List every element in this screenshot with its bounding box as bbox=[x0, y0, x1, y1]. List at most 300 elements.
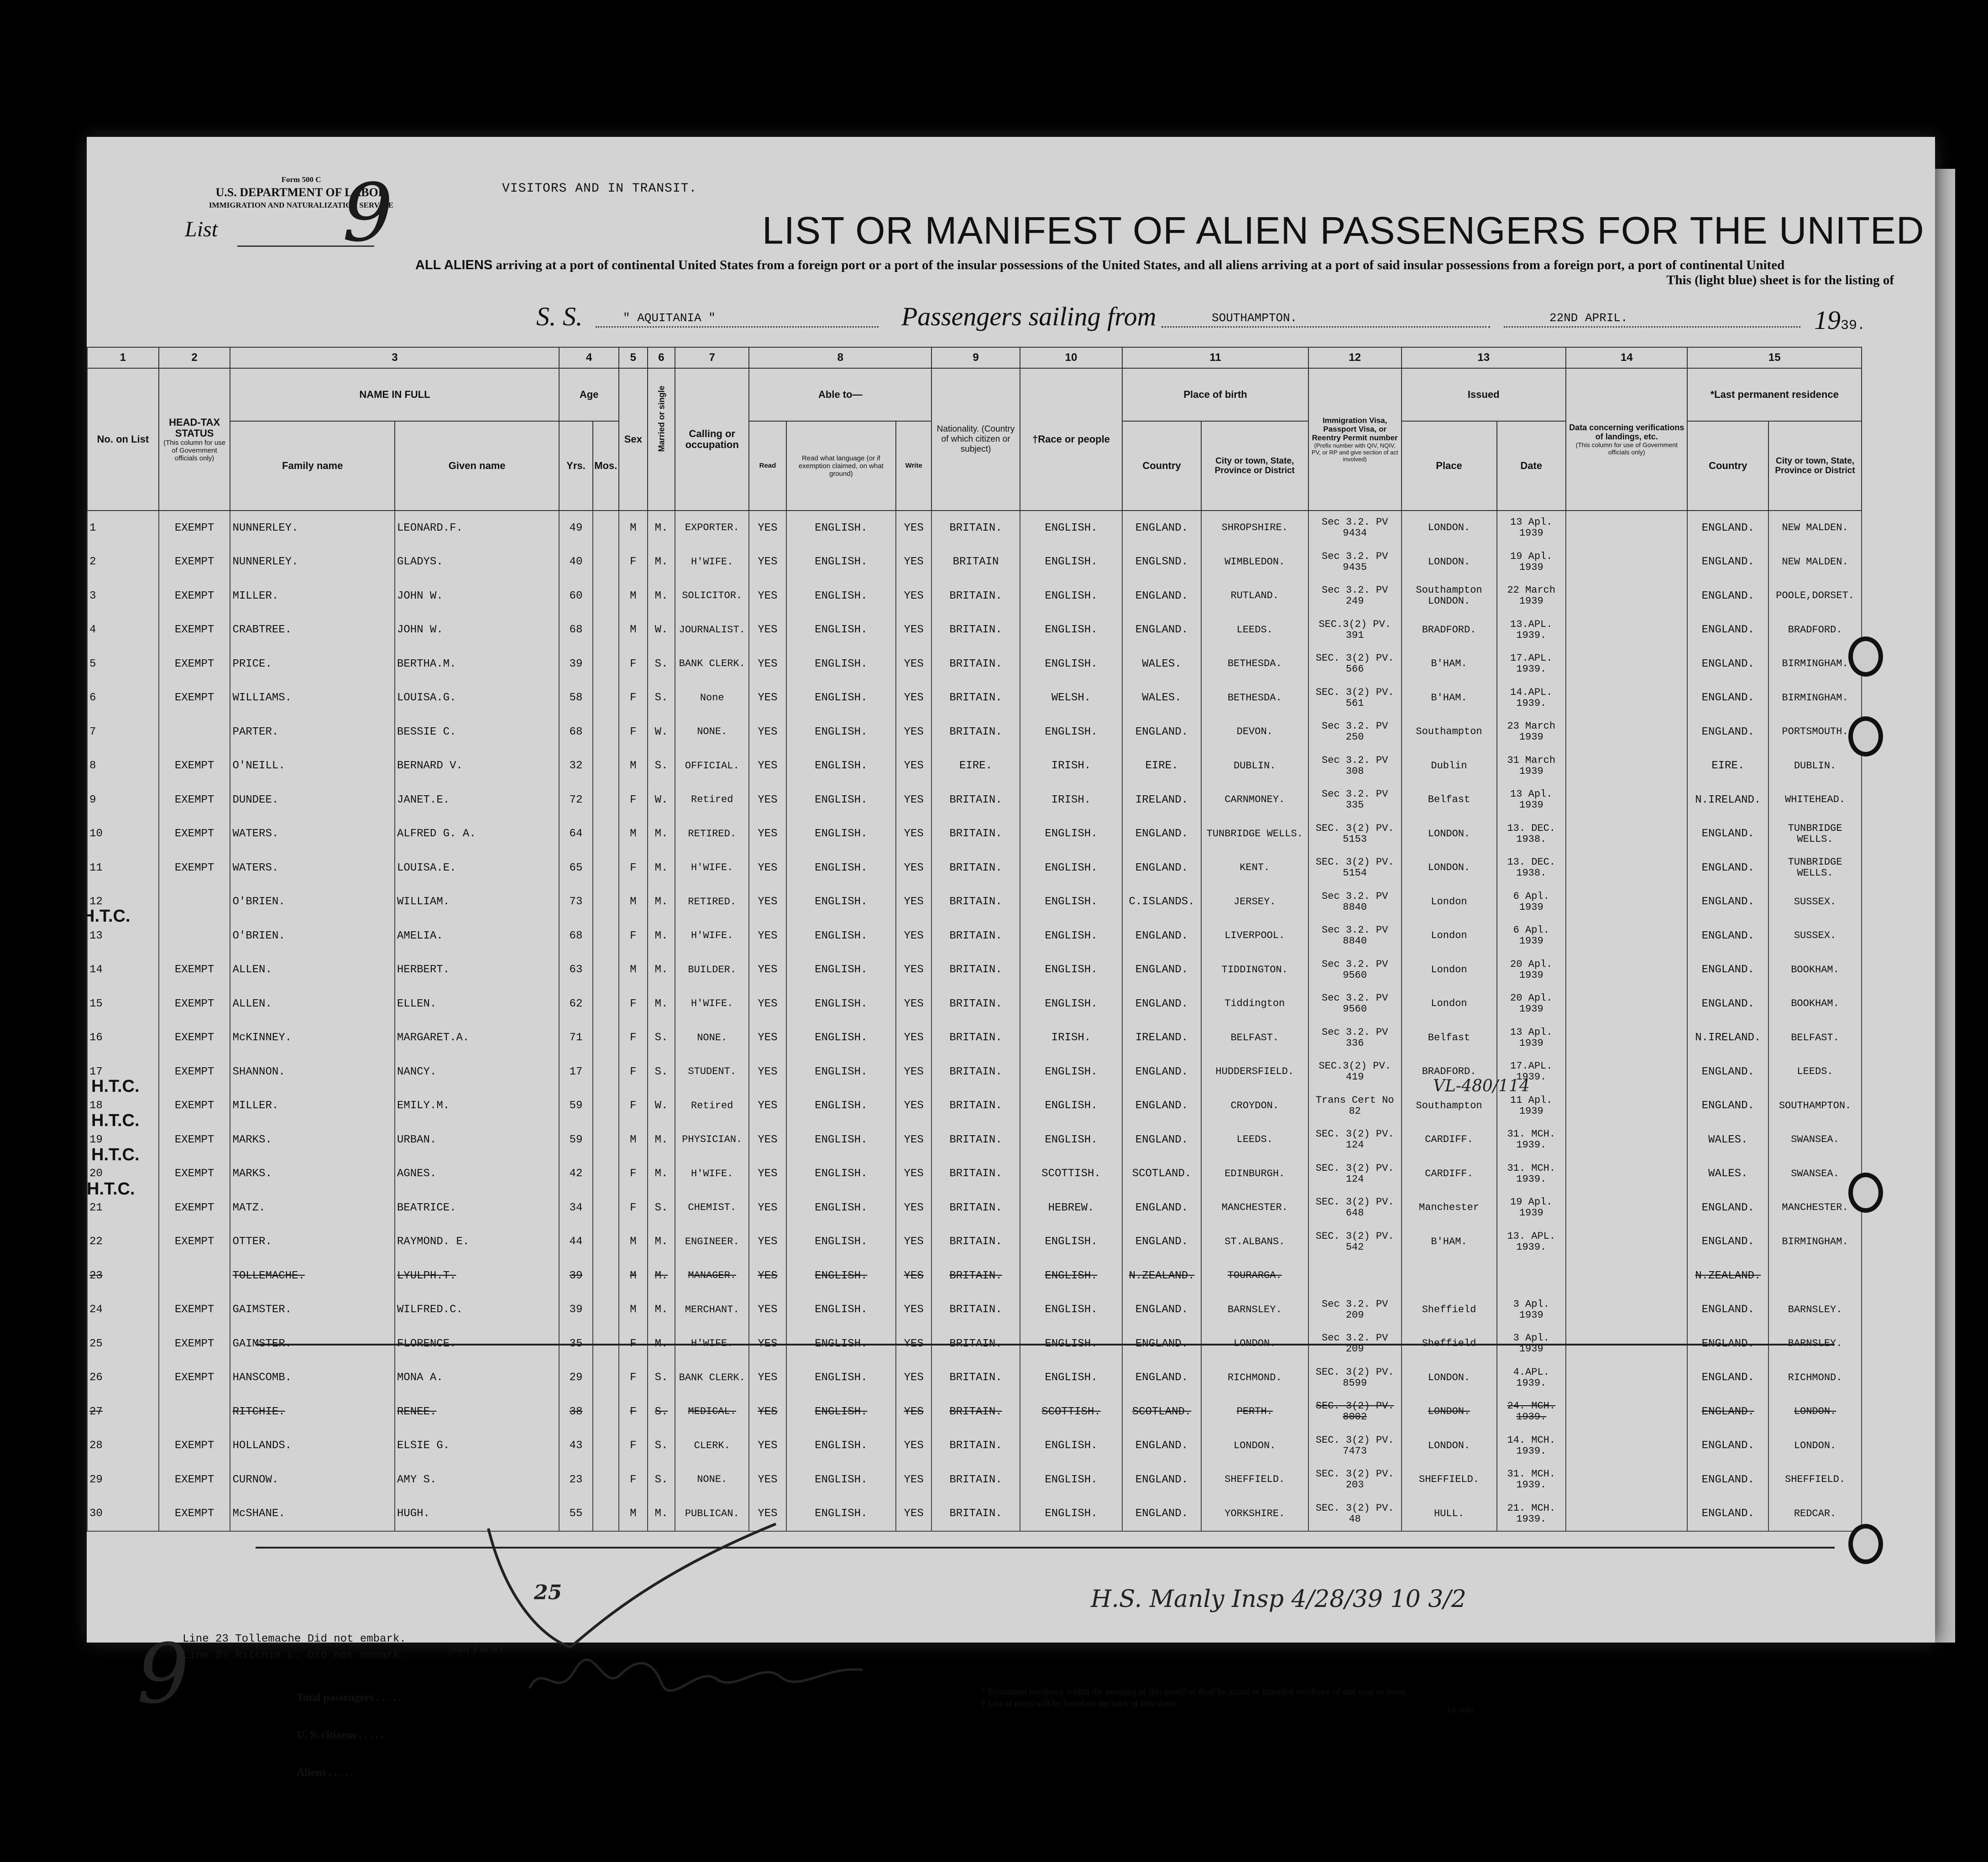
nationality: BRITAIN. bbox=[931, 817, 1020, 851]
given-name: GLADYS. bbox=[395, 545, 559, 579]
form-code: 14—430 bbox=[1447, 1706, 1473, 1715]
can-read: YES bbox=[749, 1259, 786, 1293]
verification-note: (This column for use of Government officials only) bbox=[1575, 441, 1678, 456]
birth-country: ENGLSND. bbox=[1122, 545, 1201, 579]
nationality: BRITAIN. bbox=[931, 885, 1020, 919]
footnote-races: † List of races will be found on the back of this sheet. bbox=[981, 1699, 1177, 1709]
marital-status: W. bbox=[648, 613, 675, 647]
sex: M bbox=[619, 579, 648, 613]
birth-city: SHROPSHIRE. bbox=[1201, 511, 1308, 545]
given-name: URBAN. bbox=[395, 1123, 559, 1157]
family-name: CURNOW. bbox=[230, 1463, 394, 1497]
can-write: YES bbox=[896, 545, 931, 579]
family-name: CRABTREE. bbox=[230, 613, 394, 647]
col-num-3: 3 bbox=[230, 347, 559, 368]
verification-data bbox=[1566, 885, 1687, 919]
visa-number: SEC. 3(2) PV. 7473 bbox=[1308, 1429, 1402, 1463]
age-months bbox=[593, 783, 619, 817]
header-head-tax bbox=[159, 368, 230, 511]
marital-status: M. bbox=[648, 1259, 675, 1293]
read-language: ENGLISH. bbox=[786, 1157, 896, 1191]
race: ENGLISH. bbox=[1020, 851, 1123, 885]
table-row bbox=[87, 579, 1862, 613]
age-months bbox=[593, 715, 619, 749]
family-name: WATERS. bbox=[230, 817, 394, 851]
subtitle-text: arriving at a port of continental United States from a foreign port or a port of the insular possessions of the United States, and all aliens arriving at a port of said insular possessions from a foreign port, a port of continental United bbox=[496, 258, 1785, 272]
header-read: Read bbox=[749, 421, 786, 511]
row-number: 24 bbox=[87, 1293, 159, 1327]
birth-country: ENGLAND. bbox=[1122, 1327, 1201, 1361]
race: WELSH. bbox=[1020, 681, 1123, 715]
table-row bbox=[87, 1293, 1862, 1327]
totals-block bbox=[297, 1679, 401, 1791]
total-passengers-label: Total passengers . . . . . bbox=[297, 1692, 402, 1704]
visa-number: SEC. 3(2) PV. 561 bbox=[1308, 681, 1402, 715]
can-write: YES bbox=[896, 1225, 931, 1259]
read-language: ENGLISH. bbox=[786, 1191, 896, 1225]
row-number: 21 bbox=[87, 1191, 159, 1225]
birth-country: IRELAND. bbox=[1122, 783, 1201, 817]
head-tax-label: HEAD-TAX STATUS bbox=[169, 416, 220, 439]
given-name: ALFRED G. A. bbox=[395, 817, 559, 851]
read-language: ENGLISH. bbox=[786, 1021, 896, 1055]
can-write: YES bbox=[896, 1055, 931, 1089]
birth-city: Tiddington bbox=[1201, 987, 1308, 1021]
col-num-9: 9 bbox=[931, 347, 1020, 368]
visa-number: Sec 3.2. PV 9560 bbox=[1308, 953, 1402, 987]
issued-date: 6 Apl. 1939 bbox=[1497, 885, 1566, 919]
can-write: YES bbox=[896, 783, 931, 817]
birth-country: ENGLAND. bbox=[1122, 715, 1201, 749]
race: ENGLISH. bbox=[1020, 1429, 1123, 1463]
sailing-label: Passengers sailing from bbox=[901, 302, 1156, 331]
issued-place: BRADFORD. bbox=[1402, 1055, 1497, 1089]
marital-status: M. bbox=[648, 511, 675, 545]
read-language: ENGLISH. bbox=[786, 613, 896, 647]
row-number: 15 bbox=[87, 987, 159, 1021]
occupation: PUBLICAN. bbox=[675, 1497, 749, 1532]
can-read: YES bbox=[749, 817, 786, 851]
birth-city: BELFAST. bbox=[1201, 1021, 1308, 1055]
tally-check-stroke bbox=[479, 1519, 799, 1656]
head-tax-note: (This column for use of Government officials only) bbox=[163, 438, 226, 462]
issued-place: B'HAM. bbox=[1402, 647, 1497, 681]
issued-date: 20 Apl. 1939 bbox=[1497, 987, 1566, 1021]
age-years: 39 bbox=[559, 647, 592, 681]
family-name: GAIMSTER. bbox=[230, 1293, 394, 1327]
occupation: H'WIFE. bbox=[675, 919, 749, 953]
read-language: ENGLISH. bbox=[786, 1463, 896, 1497]
handwritten-count: 25 bbox=[534, 1581, 562, 1604]
nationality: BRITAIN. bbox=[931, 1259, 1020, 1293]
head-tax-status: EXEMPT bbox=[159, 1157, 230, 1191]
can-read: YES bbox=[749, 511, 786, 545]
can-write: YES bbox=[896, 1327, 931, 1361]
birth-city: HUDDERSFIELD. bbox=[1201, 1055, 1308, 1089]
issued-date: 17.APL. 1939. bbox=[1497, 647, 1566, 681]
issued-date: 4.APL. 1939. bbox=[1497, 1361, 1566, 1395]
note-line-27: Line 27 Ritchie L. Did not embark. bbox=[183, 1649, 406, 1662]
can-read: YES bbox=[749, 1327, 786, 1361]
marital-status: M. bbox=[648, 579, 675, 613]
marital-status: M. bbox=[648, 545, 675, 579]
row-number: 11 bbox=[87, 851, 159, 885]
occupation: MERCHANT. bbox=[675, 1293, 749, 1327]
residence-city: BARNSLEY. bbox=[1768, 1293, 1862, 1327]
nationality: BRITAIN. bbox=[931, 1123, 1020, 1157]
header-race: †Race or people bbox=[1020, 368, 1123, 511]
age-months bbox=[593, 987, 619, 1021]
issued-date: 31. MCH. 1939. bbox=[1497, 1463, 1566, 1497]
read-language: ENGLISH. bbox=[786, 1055, 896, 1089]
can-write: YES bbox=[896, 1429, 931, 1463]
issued-place: LONDON. bbox=[1402, 545, 1497, 579]
age-years: 59 bbox=[559, 1123, 592, 1157]
visa-number: Sec 3.2. PV 249 bbox=[1308, 579, 1402, 613]
visa-number: SEC.3(2) PV. 391 bbox=[1308, 613, 1402, 647]
age-months bbox=[593, 579, 619, 613]
visa-number: SEC. 3(2) PV. 5154 bbox=[1308, 851, 1402, 885]
marital-status: M. bbox=[648, 987, 675, 1021]
birth-country: EIRE. bbox=[1122, 749, 1201, 783]
age-years: 68 bbox=[559, 715, 592, 749]
age-months bbox=[593, 647, 619, 681]
row-number: 26 bbox=[87, 1361, 159, 1395]
residence-country: ENGLAND. bbox=[1687, 1089, 1768, 1123]
race: ENGLISH. bbox=[1020, 885, 1123, 919]
residence-country: ENGLAND. bbox=[1687, 1327, 1768, 1361]
row-number: 28 bbox=[87, 1429, 159, 1463]
race: ENGLISH. bbox=[1020, 1497, 1123, 1532]
read-language: ENGLISH. bbox=[786, 1395, 896, 1429]
row-number: 8 bbox=[87, 749, 159, 783]
header-verification bbox=[1566, 368, 1687, 511]
table-row bbox=[87, 953, 1862, 987]
birth-city: MANCHESTER. bbox=[1201, 1191, 1308, 1225]
sex: M bbox=[619, 613, 648, 647]
issued-date: 19 Apl. 1939 bbox=[1497, 545, 1566, 579]
verification-data bbox=[1566, 1497, 1687, 1532]
marital-status: M. bbox=[648, 1157, 675, 1191]
occupation: Retired bbox=[675, 1089, 749, 1123]
can-read: YES bbox=[749, 1191, 786, 1225]
given-name: JOHN W. bbox=[395, 579, 559, 613]
htc-mark: H.T.C. bbox=[91, 1145, 140, 1164]
read-language: ENGLISH. bbox=[786, 1361, 896, 1395]
head-tax-status bbox=[159, 1395, 230, 1429]
read-language: ENGLISH. bbox=[786, 919, 896, 953]
age-years: 72 bbox=[559, 783, 592, 817]
row-number: 19 bbox=[87, 1123, 159, 1157]
occupation: None bbox=[675, 681, 749, 715]
head-tax-status: EXEMPT bbox=[159, 1191, 230, 1225]
nationality: BRITAIN. bbox=[931, 783, 1020, 817]
col-num-12: 12 bbox=[1308, 347, 1402, 368]
nationality: BRITAIN. bbox=[931, 1225, 1020, 1259]
race: ENGLISH. bbox=[1020, 1259, 1123, 1293]
note-line-23: Line 23 Tollemache Did not embark. bbox=[183, 1633, 406, 1645]
birth-country: ENGLAND. bbox=[1122, 919, 1201, 953]
residence-country: ENGLAND. bbox=[1687, 1429, 1768, 1463]
race: ENGLISH. bbox=[1020, 715, 1123, 749]
residence-city: NEW MALDEN. bbox=[1768, 511, 1862, 545]
table-row bbox=[87, 1055, 1862, 1089]
can-read: YES bbox=[749, 613, 786, 647]
birth-city: RUTLAND. bbox=[1201, 579, 1308, 613]
header-read-language: Read what language (or if exemption claimed, on what ground) bbox=[786, 421, 896, 511]
issued-date: 21. MCH. 1939. bbox=[1497, 1497, 1566, 1532]
table-row bbox=[87, 851, 1862, 885]
header-residence-country: Country bbox=[1687, 421, 1768, 511]
marital-status: W. bbox=[648, 1089, 675, 1123]
row-number: 29 bbox=[87, 1463, 159, 1497]
occupation: PHYSICIAN. bbox=[675, 1123, 749, 1157]
head-tax-status: EXEMPT bbox=[159, 1089, 230, 1123]
verification-data bbox=[1566, 613, 1687, 647]
family-name: O'NEILL. bbox=[230, 749, 394, 783]
race: ENGLISH. bbox=[1020, 647, 1123, 681]
header-age: Age bbox=[559, 368, 619, 421]
row-number: 17 bbox=[87, 1055, 159, 1089]
header-family-name: Family name bbox=[230, 421, 394, 511]
subtitle-line-2: This (light blue) sheet is for the listing of bbox=[1666, 273, 1894, 287]
verification-data bbox=[1566, 579, 1687, 613]
year bbox=[1814, 305, 1865, 335]
header-issued: Issued bbox=[1402, 368, 1566, 421]
marital-status: W. bbox=[648, 715, 675, 749]
residence-city: SWANSEA. bbox=[1768, 1123, 1862, 1157]
age-years: 23 bbox=[559, 1463, 592, 1497]
given-name: BEATRICE. bbox=[395, 1191, 559, 1225]
race: ENGLISH. bbox=[1020, 613, 1123, 647]
occupation: EXPORTER. bbox=[675, 511, 749, 545]
purser-label: Staff Purser bbox=[447, 1643, 504, 1654]
residence-city: REDCAR. bbox=[1768, 1497, 1862, 1532]
marital-status: M. bbox=[648, 1497, 675, 1532]
issued-place: SHEFFIELD. bbox=[1402, 1463, 1497, 1497]
table-row bbox=[87, 987, 1862, 1021]
residence-city: BIRMINGHAM. bbox=[1768, 647, 1862, 681]
purser-signature bbox=[525, 1652, 872, 1706]
family-name: SHANNON. bbox=[230, 1055, 394, 1089]
sex: F bbox=[619, 919, 648, 953]
age-months bbox=[593, 511, 619, 545]
sex: M bbox=[619, 1123, 648, 1157]
issued-place: Dublin bbox=[1402, 749, 1497, 783]
verification-data bbox=[1566, 1123, 1687, 1157]
given-name: LEONARD.F. bbox=[395, 511, 559, 545]
marital-status: M. bbox=[648, 1327, 675, 1361]
row-number: 7 bbox=[87, 715, 159, 749]
given-name: AMELIA. bbox=[395, 919, 559, 953]
birth-country: ENGLAND. bbox=[1122, 511, 1201, 545]
birth-city: TIDDINGTON. bbox=[1201, 953, 1308, 987]
binder-hole bbox=[1848, 1173, 1883, 1213]
table-row bbox=[87, 1497, 1862, 1532]
visa-label: Immigration Visa, Passport Visa, or Reentry Permit number bbox=[1312, 416, 1398, 442]
nationality: BRITAIN. bbox=[931, 1055, 1020, 1089]
table-row bbox=[87, 613, 1862, 647]
can-read: YES bbox=[749, 851, 786, 885]
residence-city: BOOKHAM. bbox=[1768, 953, 1862, 987]
age-months bbox=[593, 953, 619, 987]
residence-country: WALES. bbox=[1687, 1123, 1768, 1157]
age-months bbox=[593, 1259, 619, 1293]
residence-country: EIRE. bbox=[1687, 749, 1768, 783]
birth-country: ENGLAND. bbox=[1122, 1463, 1201, 1497]
family-name: WATERS. bbox=[230, 851, 394, 885]
nationality: BRITAIN. bbox=[931, 1293, 1020, 1327]
visa-number: SEC. 3(2) PV. 8002 bbox=[1308, 1395, 1402, 1429]
head-tax-status: EXEMPT bbox=[159, 681, 230, 715]
residence-city: BIRMINGHAM. bbox=[1768, 1225, 1862, 1259]
table-row bbox=[87, 511, 1862, 545]
given-name: BERNARD V. bbox=[395, 749, 559, 783]
residence-country: ENGLAND. bbox=[1687, 579, 1768, 613]
age-months bbox=[593, 1463, 619, 1497]
residence-country: ENGLAND. bbox=[1687, 817, 1768, 851]
nationality: BRITAIN. bbox=[931, 1361, 1020, 1395]
age-years: 39 bbox=[559, 1259, 592, 1293]
verification-data bbox=[1566, 1293, 1687, 1327]
age-months bbox=[593, 919, 619, 953]
col-num-13: 13 bbox=[1402, 347, 1566, 368]
sex: F bbox=[619, 1055, 648, 1089]
sex: M bbox=[619, 1497, 648, 1532]
can-read: YES bbox=[749, 1463, 786, 1497]
family-name: NUNNERLEY. bbox=[230, 511, 394, 545]
col-num-6: 6 bbox=[648, 347, 675, 368]
row-number: 12 bbox=[87, 885, 159, 919]
verification-handwriting: VL-480/114 bbox=[1433, 1077, 1530, 1095]
header-residence-city: City or town, State, Province or District bbox=[1768, 421, 1862, 511]
sex: F bbox=[619, 1429, 648, 1463]
table-row bbox=[87, 715, 1862, 749]
residence-city: LONDON. bbox=[1768, 1429, 1862, 1463]
header-calling: Calling or occupation bbox=[675, 368, 749, 511]
birth-city: KENT. bbox=[1201, 851, 1308, 885]
inspector-signature: H.S. Manly Insp 4/28/39 10 3/2 bbox=[1091, 1586, 1466, 1613]
margin-handwritten-number: 9 bbox=[137, 1627, 189, 1722]
can-read: YES bbox=[749, 783, 786, 817]
issued-date: 13 Apl. 1939 bbox=[1497, 1021, 1566, 1055]
race: ENGLISH. bbox=[1020, 1123, 1123, 1157]
row-number: 1 bbox=[87, 511, 159, 545]
marital-status: M. bbox=[648, 1293, 675, 1327]
can-write: YES bbox=[896, 885, 931, 919]
birth-city: SHEFFIELD. bbox=[1201, 1463, 1308, 1497]
occupation: H'WIFE. bbox=[675, 851, 749, 885]
header-write: Write bbox=[896, 421, 931, 511]
footnote-residence: * Permanent residence within the meaning of this manifest shall be actual or intended residence of one year or more. bbox=[981, 1687, 1407, 1697]
residence-city: TUNBRIDGE WELLS. bbox=[1768, 851, 1862, 885]
can-read: YES bbox=[749, 1089, 786, 1123]
can-write: YES bbox=[896, 1157, 931, 1191]
age-years: 58 bbox=[559, 681, 592, 715]
can-write: YES bbox=[896, 1089, 931, 1123]
age-months bbox=[593, 1191, 619, 1225]
nationality: BRITAIN. bbox=[931, 1327, 1020, 1361]
header-nationality: Nationality. (Country of which citizen or subject) bbox=[931, 368, 1020, 511]
issued-date bbox=[1497, 1259, 1566, 1293]
sex: F bbox=[619, 1157, 648, 1191]
race: IRISH. bbox=[1020, 1021, 1123, 1055]
table-row bbox=[87, 783, 1862, 817]
birth-country: ENGLAND. bbox=[1122, 851, 1201, 885]
issued-date: 13 Apl. 1939 bbox=[1497, 511, 1566, 545]
family-name: PRICE. bbox=[230, 647, 394, 681]
given-name: MONA A. bbox=[395, 1361, 559, 1395]
age-years: 59 bbox=[559, 1089, 592, 1123]
issued-date: 31 March 1939 bbox=[1497, 749, 1566, 783]
verification-data bbox=[1566, 1055, 1687, 1089]
verification-data bbox=[1566, 681, 1687, 715]
sex: F bbox=[619, 1361, 648, 1395]
table-row bbox=[87, 919, 1862, 953]
header-last-residence: *Last permanent residence bbox=[1687, 368, 1862, 421]
family-name: HANSCOMB. bbox=[230, 1361, 394, 1395]
age-months bbox=[593, 681, 619, 715]
issued-place: LONDON. bbox=[1402, 1361, 1497, 1395]
race: ENGLISH. bbox=[1020, 987, 1123, 1021]
age-years: 43 bbox=[559, 1429, 592, 1463]
can-write: YES bbox=[896, 647, 931, 681]
issued-place: CARDIFF. bbox=[1402, 1157, 1497, 1191]
residence-city: SWANSEA. bbox=[1768, 1157, 1862, 1191]
can-read: YES bbox=[749, 885, 786, 919]
can-write: YES bbox=[896, 1361, 931, 1395]
age-years: 65 bbox=[559, 851, 592, 885]
can-write: YES bbox=[896, 919, 931, 953]
age-months bbox=[593, 1293, 619, 1327]
nationality: EIRE. bbox=[931, 749, 1020, 783]
sex: M bbox=[619, 1225, 648, 1259]
header-no-on-list: No. on List bbox=[87, 368, 159, 511]
race: IRISH. bbox=[1020, 783, 1123, 817]
age-months bbox=[593, 613, 619, 647]
occupation: CHEMIST. bbox=[675, 1191, 749, 1225]
residence-country: WALES. bbox=[1687, 1157, 1768, 1191]
row-number: 20 bbox=[87, 1157, 159, 1191]
nationality: BRITAIN. bbox=[931, 715, 1020, 749]
sex: M bbox=[619, 749, 648, 783]
verification-data bbox=[1566, 1157, 1687, 1191]
sex: M bbox=[619, 511, 648, 545]
birth-country: ENGLAND. bbox=[1122, 1225, 1201, 1259]
age-months bbox=[593, 1429, 619, 1463]
col-num-15: 15 bbox=[1687, 347, 1862, 368]
row-number: 23 bbox=[87, 1259, 159, 1293]
read-language: ENGLISH. bbox=[786, 749, 896, 783]
htc-mark: H.T.C. bbox=[91, 1111, 140, 1130]
marital-status: S. bbox=[648, 1429, 675, 1463]
row-number: 14 bbox=[87, 953, 159, 987]
row-number: 22 bbox=[87, 1225, 159, 1259]
residence-city: TUNBRIDGE WELLS. bbox=[1768, 817, 1862, 851]
age-years: 44 bbox=[559, 1225, 592, 1259]
htc-mark: H.T.C. bbox=[82, 907, 131, 926]
age-years: 40 bbox=[559, 545, 592, 579]
table-row bbox=[87, 1021, 1862, 1055]
residence-country: ENGLAND. bbox=[1687, 613, 1768, 647]
residence-city: WHITEHEAD. bbox=[1768, 783, 1862, 817]
issued-place: Southampton bbox=[1402, 715, 1497, 749]
nationality: BRITAIN. bbox=[931, 579, 1020, 613]
age-months bbox=[593, 1395, 619, 1429]
age-months bbox=[593, 545, 619, 579]
read-language: ENGLISH. bbox=[786, 681, 896, 715]
verification-data bbox=[1566, 1395, 1687, 1429]
